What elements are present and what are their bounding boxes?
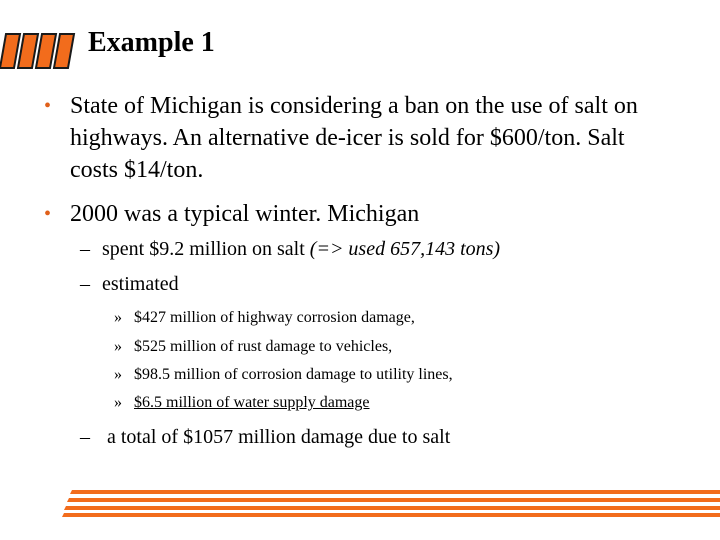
damage-marker: » [114, 309, 122, 326]
stripe [64, 506, 720, 510]
bullet-text: 2000 was a typical winter. Michigan [70, 201, 420, 227]
damage-item [114, 392, 674, 414]
sub-bullet-item [80, 271, 680, 297]
slide-title: Example 1 [88, 27, 215, 58]
damage-marker: » [114, 338, 122, 355]
stripe [70, 490, 720, 494]
sub-bullet-text: a total of $1057 million damage due to salt [102, 426, 451, 448]
sub-bullet-text-plain: spent $9.2 million on salt [102, 238, 310, 260]
damage-item [114, 336, 674, 358]
sub-bullet-text-italic: (=> used 657,143 tons) [309, 238, 501, 260]
sub-bullet-marker: – [80, 273, 90, 295]
damage-marker: » [114, 366, 122, 383]
decorative-stripes-icon [62, 488, 720, 518]
damage-marker: » [114, 394, 122, 411]
damage-item [114, 364, 674, 386]
bullet-item [44, 90, 674, 186]
stripe [67, 498, 720, 502]
damage-text: $6.5 million of water supply damage [134, 394, 370, 411]
sub-bullet-text: estimated [102, 273, 179, 295]
damage-text: $525 million of rust damage to vehicles, [134, 338, 393, 355]
sub-bullet-marker: – [80, 238, 90, 260]
bullet-marker: • [44, 203, 52, 225]
bullet-marker: • [44, 95, 52, 117]
damage-text: $98.5 million of corrosion damage to utility lines, [134, 366, 453, 383]
bullet-text: State of Michigan is considering a ban on the use of salt on highways. An alternative de-icer is sold for $600/ton. Salt costs $14/ton. [70, 93, 638, 183]
bullet-item [44, 198, 674, 230]
sub-bullet-marker: – [80, 426, 90, 448]
stripe [62, 513, 720, 517]
sub-bullet-text [102, 236, 680, 262]
sub-bullet-item [80, 236, 680, 262]
sub-bullet-item [80, 424, 680, 450]
damage-item [114, 307, 674, 329]
damage-text: $427 million of highway corrosion damage, [134, 309, 415, 326]
